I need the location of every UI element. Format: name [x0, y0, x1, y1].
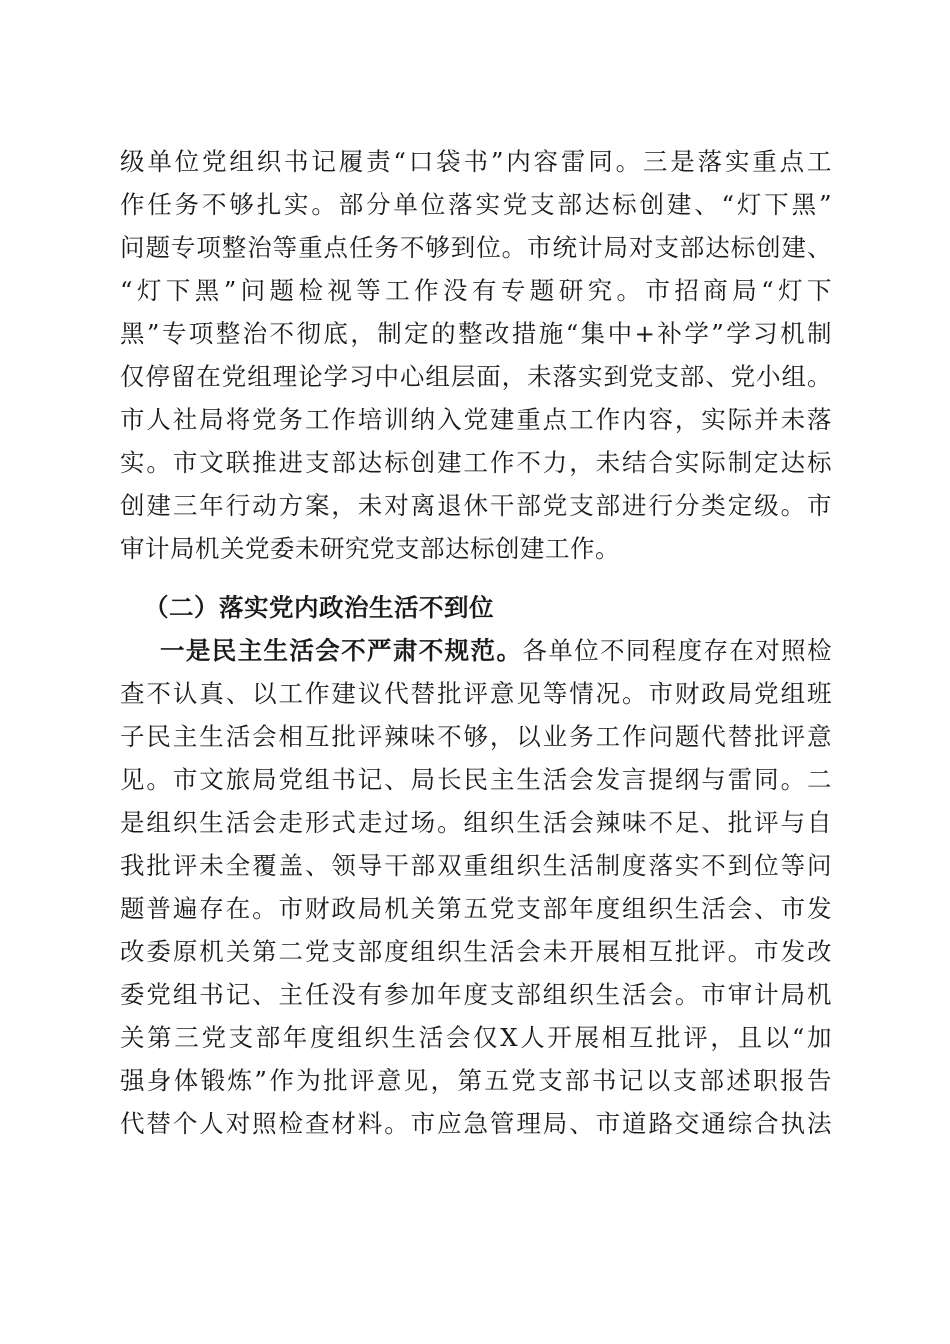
section-lead: 一是民主生活会不严肃不规范。 — [160, 636, 523, 665]
paragraph-line: 问题专项整治等重点任务不够到位。市统计局对支部达标创建、 — [120, 233, 832, 262]
paragraph-line: 见。市文旅局党组书记、局长民主生活会发言提纲与雷同。二 — [120, 765, 832, 794]
paragraph-line: 代替个人对照检查材料。市应急管理局、市道路交通综合执法 — [120, 1109, 832, 1138]
paragraph-line: 是组织生活会走形式走过场。组织生活会辣味不足、批评与自 — [120, 808, 832, 837]
paragraph-line: 委党组书记、主任没有参加年度支部组织生活会。市审计局机 — [120, 980, 832, 1009]
paragraph-line: 市人社局将党务工作培训纳入党建重点工作内容，实际并未落 — [120, 405, 832, 434]
paragraph-line: 创建三年行动方案，未对离退休干部党支部进行分类定级。市 — [120, 491, 832, 520]
paragraph-line: 题普遍存在。市财政局机关第五党支部年度组织生活会、市发 — [120, 894, 832, 923]
paragraph-line: 审计局机关党委未研究党支部达标创建工作。 — [120, 534, 620, 563]
section-first-rest: 各单位不同程度存在对照检 — [522, 636, 833, 665]
paragraph-line: 我批评未全覆盖、领导干部双重组织生活制度落实不到位等问 — [120, 851, 832, 880]
paragraph-line: 关第三党支部年度组织生活会仅X人开展相互批评，且以“加 — [120, 1023, 832, 1052]
section-first-line — [160, 631, 832, 671]
paragraph-line: 实。市文联推进支部达标创建工作不力，未结合实际制定达标 — [120, 448, 832, 477]
paragraph-line: 查不认真、以工作建议代替批评意见等情况。市财政局党组班 — [120, 679, 832, 708]
paragraph-line: 仅停留在党组理论学习中心组层面，未落实到党支部、党小组。 — [120, 362, 832, 391]
paragraph-line: 级单位党组织书记履责“口袋书”内容雷同。三是落实重点工 — [120, 147, 832, 176]
section-heading: （二）落实党内政治生活不到位 — [144, 593, 494, 622]
paragraph-line: 作任务不够扎实。部分单位落实党支部达标创建、“灯下黑” — [120, 190, 832, 219]
paragraph-line: 改委原机关第二党支部度组织生活会未开展相互批评。市发改 — [120, 937, 832, 966]
paragraph-line: 子民主生活会相互批评辣味不够，以业务工作问题代替批评意 — [120, 722, 832, 751]
paragraph-line: “灯下黑”问题检视等工作没有专题研究。市招商局“灯下 — [120, 276, 832, 305]
paragraph-line: 强身体锻炼”作为批评意见，第五党支部书记以支部述职报告 — [120, 1066, 832, 1095]
paragraph-line: 黑”专项整治不彻底，制定的整改措施“集中+补学”学习机制 — [120, 319, 832, 348]
